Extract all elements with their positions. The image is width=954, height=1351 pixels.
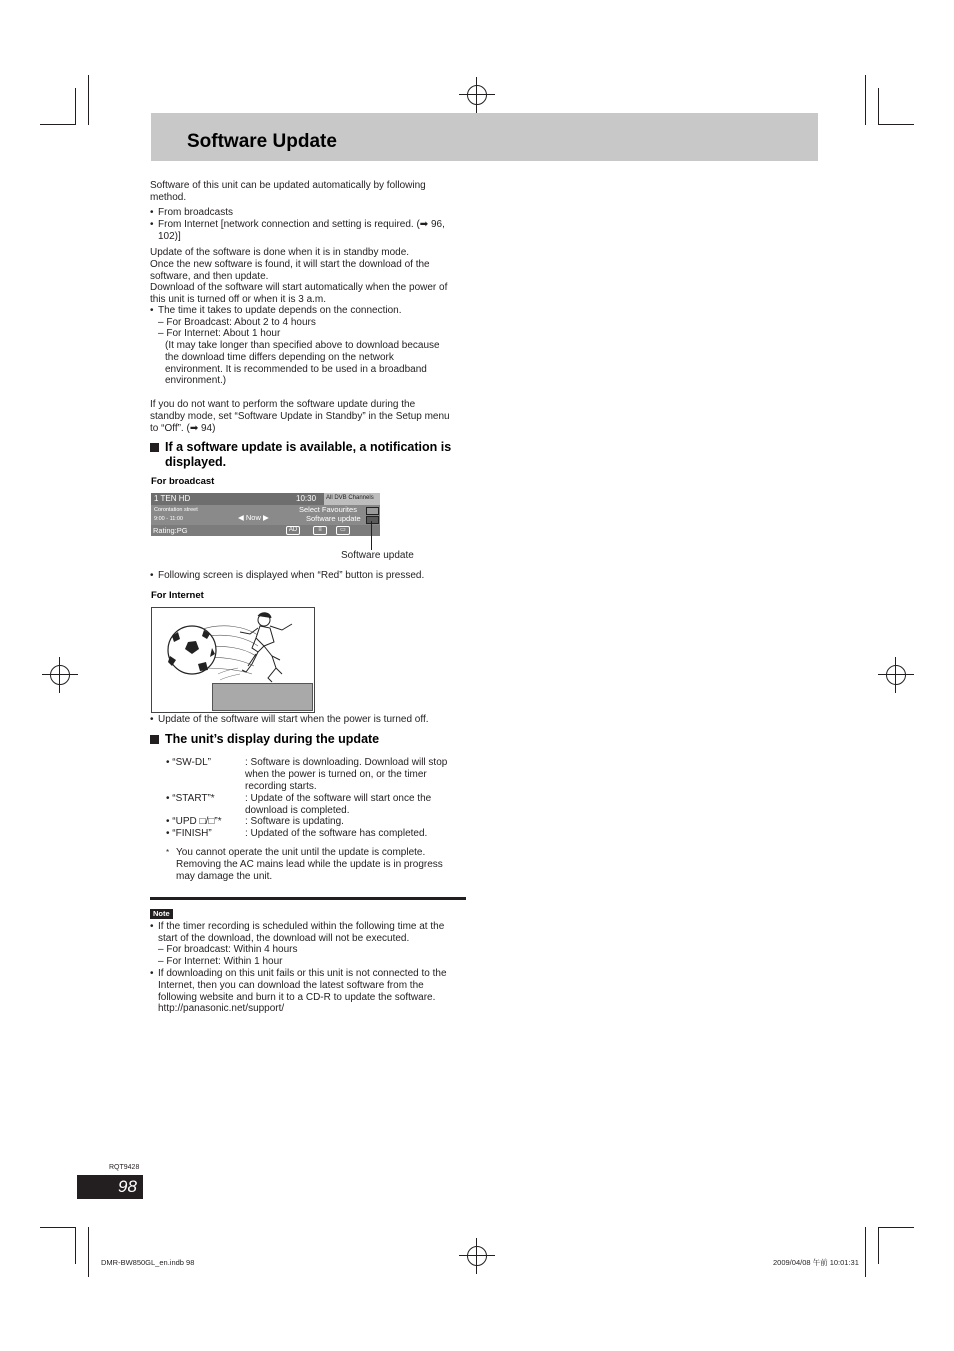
broadcast-info-banner xyxy=(151,493,380,536)
off-paragraph: If you do not want to perform the software update during the standby mode, set “Software Update in Standby” in the Setup menu to “Off”. (➡ 94) xyxy=(150,399,450,434)
program-title: Corontation street xyxy=(154,507,198,513)
subheading-internet: For Internet xyxy=(151,590,204,601)
callout-line xyxy=(371,521,372,550)
state-value-finish: : Updated of the software has completed. xyxy=(245,828,428,839)
crop-mark xyxy=(878,124,914,125)
crop-mark xyxy=(878,1227,914,1228)
rating-label: Rating:PG xyxy=(153,526,188,535)
crop-mark xyxy=(88,1227,89,1277)
crop-mark xyxy=(878,88,879,125)
subheading-broadcast: For broadcast xyxy=(151,476,215,487)
time-bullet: The time it takes to update depends on the connection. xyxy=(158,305,402,316)
callout-label: Software update xyxy=(341,550,414,561)
subtitle-icon: ≡ xyxy=(313,526,327,535)
heading-notification: If a software update is available, a notification is displayed. xyxy=(165,440,452,469)
method-broadcast: From broadcasts xyxy=(158,207,234,218)
select-favourites-label: Select Favourites xyxy=(299,505,357,514)
square-bullet-icon xyxy=(150,443,159,452)
clock-time: 10:30 xyxy=(296,494,317,503)
channels-label: All DVB Channels xyxy=(326,495,374,501)
tv-icon: ▭ xyxy=(336,526,350,535)
note-label: Note xyxy=(150,909,173,919)
display-state-key: • “SW-DL” xyxy=(166,757,211,768)
display-state-key: • “START”* xyxy=(166,793,215,804)
note-dash-broadcast: – For broadcast: Within 4 hours xyxy=(158,944,298,955)
software-update-label: Software update xyxy=(306,514,361,523)
software-update-color-button[interactable] xyxy=(366,516,379,524)
footer-file: DMR-BW850GL_en.indb 98 xyxy=(101,1258,195,1267)
note-download-fail: If downloading on this unit fails or this unit is not connected to the Internet, then you can download the latest software from the following website and burn it to a CD-R to update the software. http://panasonic.net/support/ xyxy=(158,968,447,1015)
time-note: (It may take longer than specified above to download because the download time differs depending on the network environment. It is recommended to be used in a broadband environment.) xyxy=(165,340,440,387)
registration-mark-icon xyxy=(42,657,78,693)
state-value-upd: : Software is updating. xyxy=(245,816,344,827)
state-key-swdl: “SW-DL” xyxy=(172,757,211,768)
doc-code: RQT9428 xyxy=(109,1164,140,1171)
footnote-mark: * xyxy=(166,848,170,857)
crop-mark xyxy=(865,1227,866,1277)
channel-name: 1 TEN HD xyxy=(154,494,191,503)
standby-paragraph: Update of the software is done when it is in standby mode. Once the new software is found, it will start the download of the software, and then update. Download of the software will start automatically when the power of this unit is turned off or when it is 3 a.m. xyxy=(150,247,448,306)
heading-display: The unit’s display during the update xyxy=(165,732,380,746)
time-broadcast: – For Broadcast: About 2 to 4 hours xyxy=(158,317,316,328)
registration-mark-icon xyxy=(459,1238,495,1274)
favourites-color-button[interactable] xyxy=(366,507,379,515)
crop-mark xyxy=(40,1227,76,1228)
note-dash-internet: – For Internet: Within 1 hour xyxy=(158,956,283,967)
note-timer: If the timer recording is scheduled within the following time at the start of the download, the download will not be executed. xyxy=(158,921,445,944)
state-value-start: : Update of the software will start once the download is completed. xyxy=(245,793,432,816)
now-label: ◀ Now ▶ xyxy=(238,513,269,522)
time-internet: – For Internet: About 1 hour xyxy=(158,328,281,339)
method-internet: From Internet [network connection and setting is required. (➡ 96, xyxy=(158,219,445,230)
state-key-finish: “FINISH” xyxy=(172,828,212,839)
crop-mark xyxy=(75,88,76,125)
state-key-start: “START”* xyxy=(172,793,215,804)
crop-mark xyxy=(75,1227,76,1264)
program-time: 9:00 - 11:00 xyxy=(154,516,183,522)
display-state-key: • “UPD □/□”* xyxy=(166,816,222,827)
crop-mark xyxy=(878,1227,879,1264)
crop-mark xyxy=(40,124,76,125)
state-key-upd: “UPD □/□”* xyxy=(172,816,222,827)
update-message-box xyxy=(212,683,313,711)
power-off-note: Update of the software will start when the power is turned off. xyxy=(158,714,429,725)
display-state-key: • “FINISH” xyxy=(166,828,212,839)
registration-mark-icon xyxy=(878,657,914,693)
ad-icon: AD xyxy=(286,526,300,535)
intro-text: Software of this unit can be updated automatically by following method. xyxy=(150,180,426,203)
crop-mark xyxy=(865,75,866,125)
page-number: 98 xyxy=(118,1177,137,1196)
page-title: Software Update xyxy=(187,131,337,152)
state-value-swdl: : Software is downloading. Download will stop when the power is turned on, or the timer recording starts. xyxy=(245,757,448,792)
section-divider xyxy=(150,897,466,900)
method-internet-cont: 102)] xyxy=(158,231,181,242)
crop-mark xyxy=(88,75,89,125)
registration-mark-icon xyxy=(459,77,495,113)
red-button-note: Following screen is displayed when “Red” button is pressed. xyxy=(158,570,425,581)
square-bullet-icon xyxy=(150,735,159,744)
footnote-text: You cannot operate the unit until the update is complete. Removing the AC mains lead while the update is in progress may damage the unit. xyxy=(176,847,443,882)
footer-date: 2009/04/08 午前 10:01:31 xyxy=(773,1258,859,1267)
